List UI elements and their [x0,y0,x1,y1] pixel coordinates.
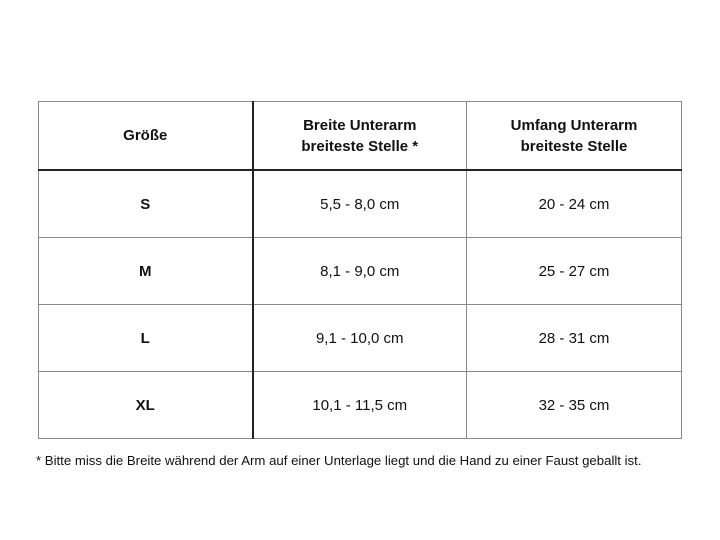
circumference-cell: 28 - 31 cm [467,305,682,372]
size-cell: S [39,170,253,238]
table-row [39,372,682,439]
header-forearm-width-line1: Breite Unterarm [303,116,417,134]
table-row [39,238,682,305]
width-cell: 10,1 - 11,5 cm [253,372,467,439]
width-cell: 9,1 - 10,0 cm [253,305,467,372]
table-header-row [39,102,682,171]
table-row [39,305,682,372]
circumference-cell: 32 - 35 cm [467,372,682,439]
circumference-cell: 25 - 27 cm [467,238,682,305]
size-chart-table [38,101,682,439]
header-size-label: Größe [123,127,168,144]
footnote: * Bitte miss die Breite während der Arm auf einer Unterlage liegt und die Hand zu einer Faust geballt ist. [36,453,642,468]
size-cell: M [39,238,253,305]
header-forearm-circumference-line2: breiteste Stelle [520,137,628,155]
header-forearm-width [253,102,467,171]
size-cell: XL [39,372,253,439]
header-size [39,102,253,171]
header-forearm-circumference-line1: Umfang Unterarm [510,116,638,134]
header-forearm-circumference [467,102,682,171]
width-cell: 8,1 - 9,0 cm [253,238,467,305]
circumference-cell: 20 - 24 cm [467,170,682,238]
header-forearm-width-line2: breiteste Stelle * [301,137,419,155]
width-cell: 5,5 - 8,0 cm [253,170,467,238]
size-cell: L [39,305,253,372]
table-row [39,170,682,238]
